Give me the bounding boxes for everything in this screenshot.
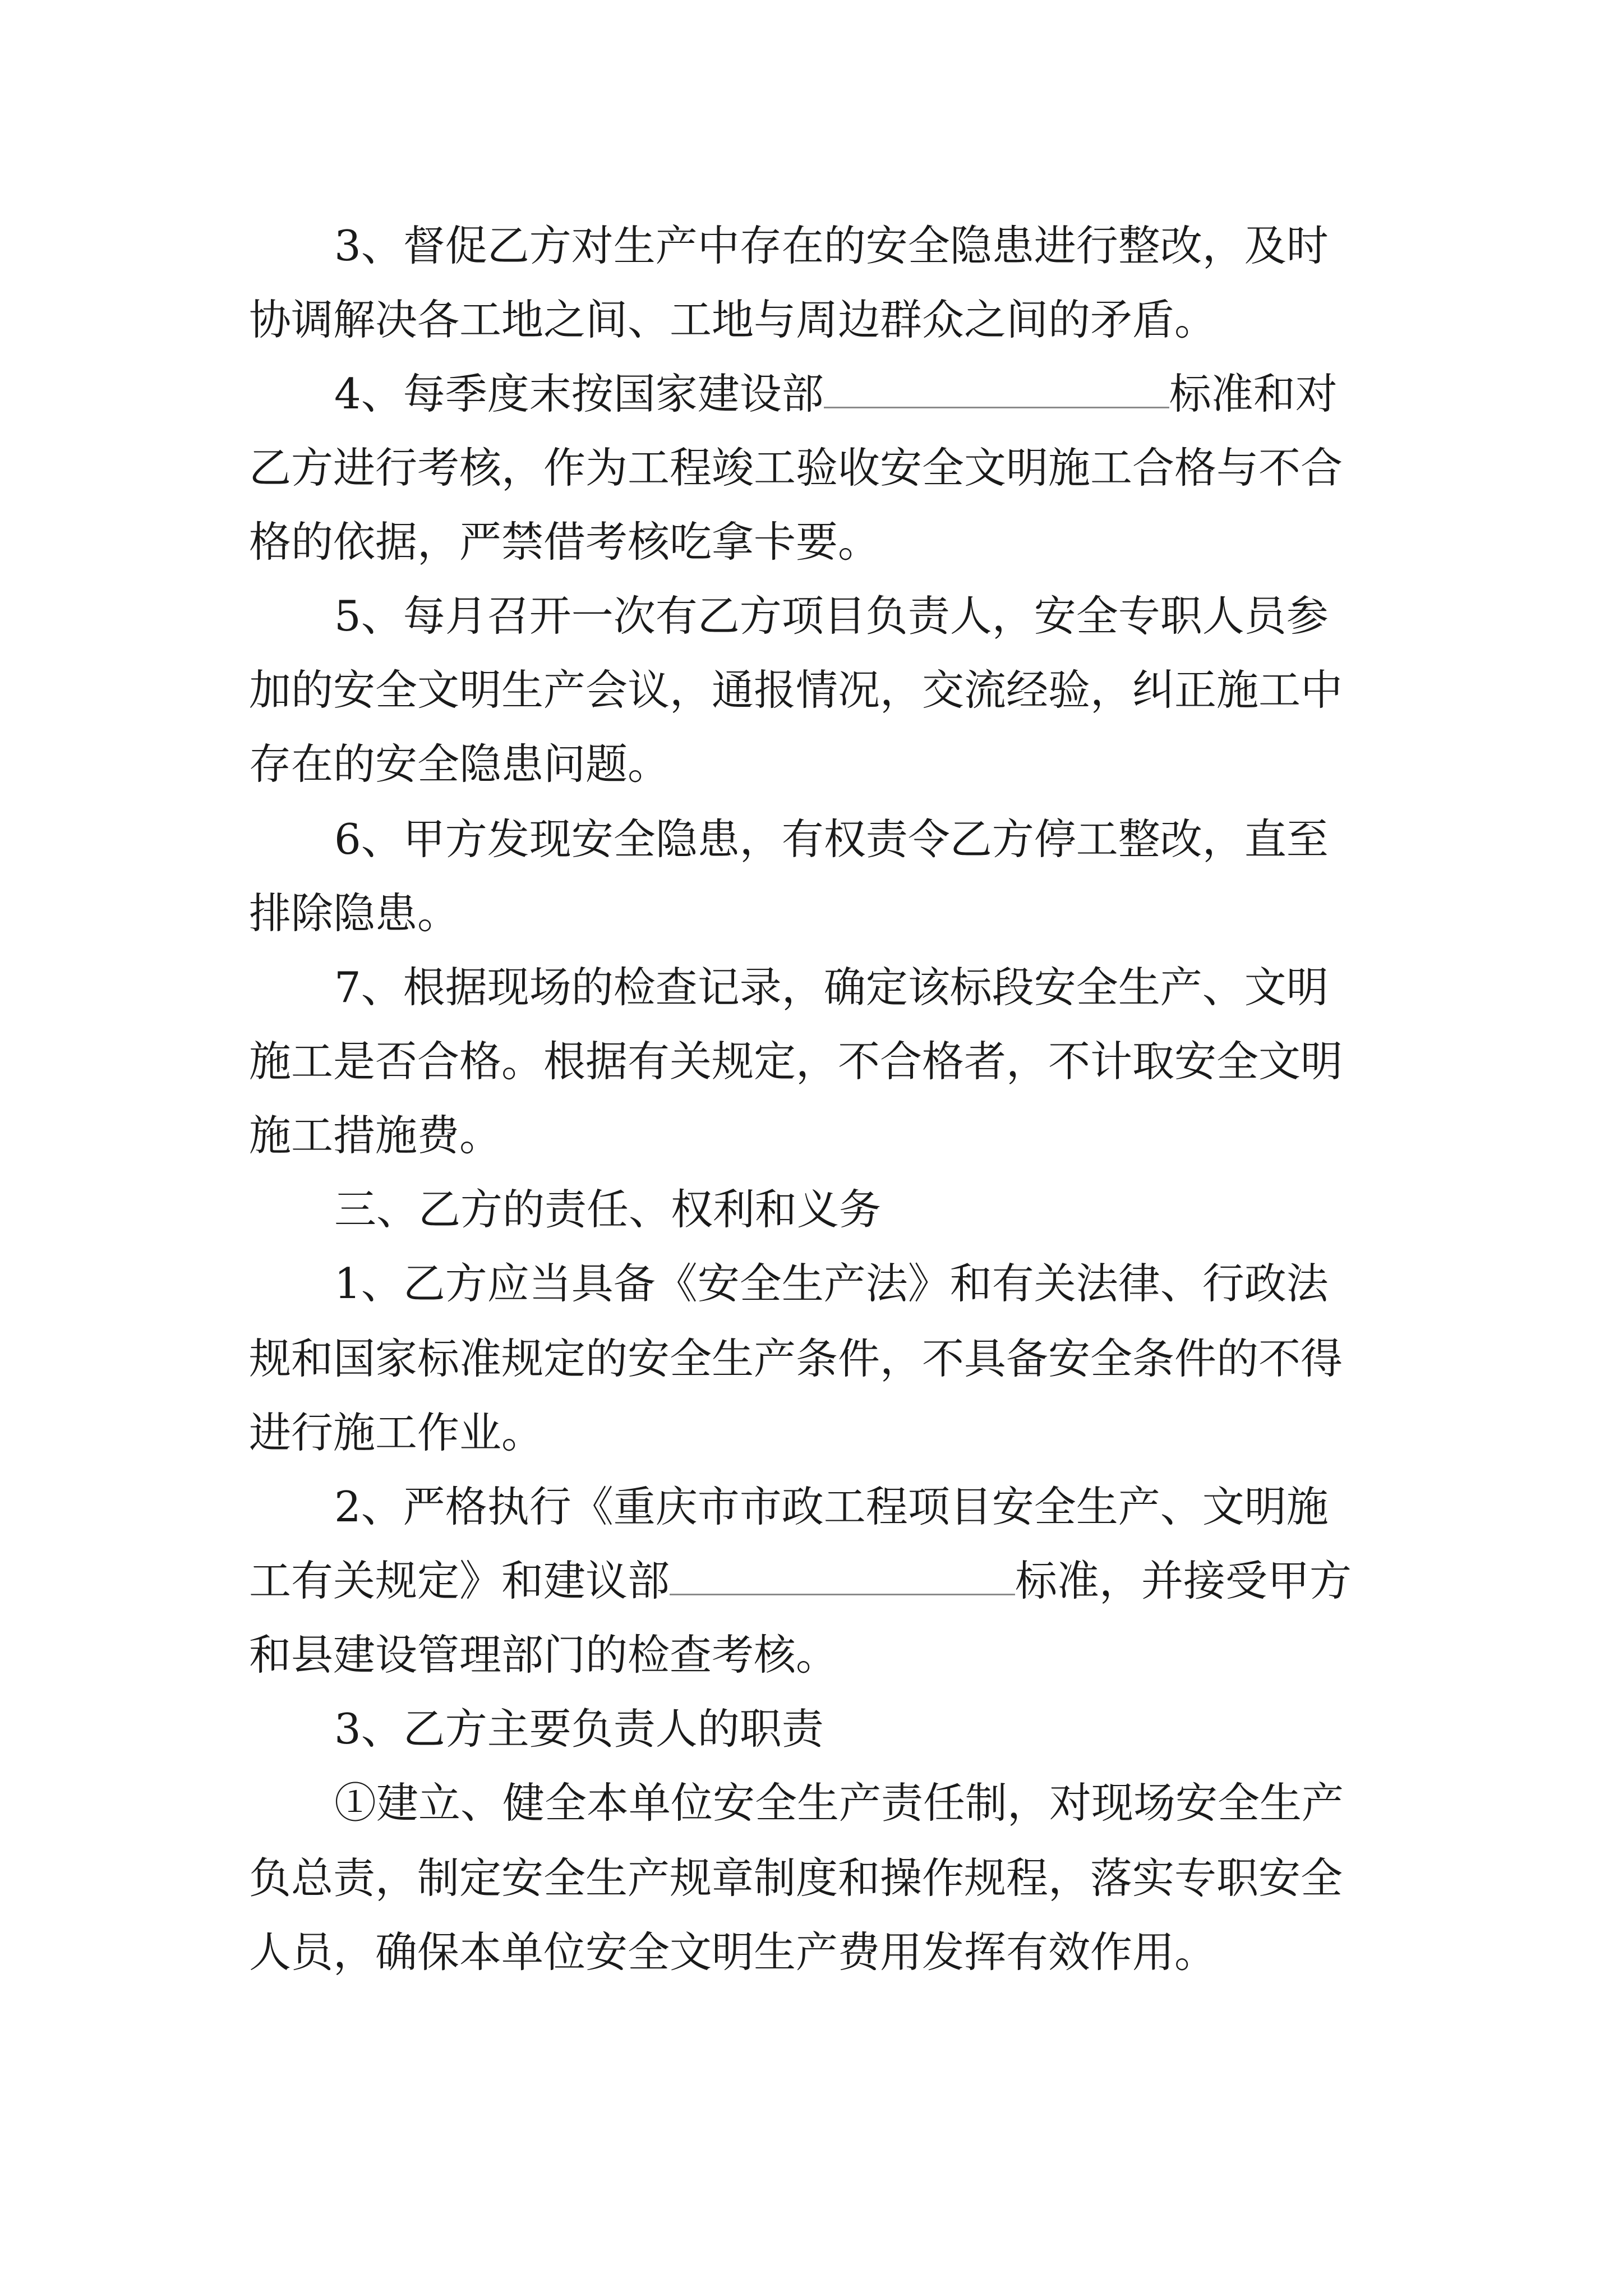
text-line <box>334 1479 1329 1535</box>
line-text: 加的安全文明生产会议，通报情况，交流经验，纠正施工中 <box>249 665 1343 715</box>
text-line <box>334 811 1329 867</box>
line-text: 6、甲方发现安全隐患，有权责令乙方停工整改，直至 <box>334 815 1329 864</box>
text-line <box>249 736 670 792</box>
line-text: 工有关规定》和建议部 <box>249 1556 670 1605</box>
line-text: ①建立、健全本单位安全生产责任制，对现场安全生产 <box>334 1778 1344 1828</box>
line-text: 3、督促乙方对生产中存在的安全隐患进行整改，及时 <box>334 221 1329 270</box>
line-text: 人员，确保本单位安全文明生产费用发挥有效作用。 <box>249 1927 1217 1977</box>
text-line <box>249 1850 1343 1906</box>
text-line <box>249 1033 1343 1089</box>
line-text: 协调解决各工地之间、工地与周边群众之间的矛盾。 <box>249 295 1217 344</box>
text-line <box>249 1405 543 1461</box>
line-text: 和县建设管理部门的检查考核。 <box>249 1630 838 1680</box>
line-text: 排除隐患。 <box>249 889 460 938</box>
line-text: 7、根据现场的检查记录，确定该标段安全生产、文明 <box>334 963 1329 1012</box>
line-text: 3、乙方主要负责人的职责 <box>334 1704 824 1754</box>
text-line <box>249 1553 1352 1609</box>
text-line <box>249 440 1343 496</box>
line-text: 标准，并接受甲方 <box>1015 1556 1352 1605</box>
line-text: 三、乙方的责任、权利和义务 <box>334 1185 882 1234</box>
line-text: 格的依据，严禁借考核吃拿卡要。 <box>249 517 880 567</box>
text-line <box>249 662 1343 718</box>
text-line <box>249 885 459 941</box>
line-text: 负总责，制定安全生产规章制度和操作规程，落实专职安全 <box>249 1853 1343 1903</box>
line-text: 存在的安全隐患问题。 <box>249 739 670 789</box>
text-line <box>249 1107 501 1163</box>
line-text: 乙方进行考核，作为工程竣工验收安全文明施工合格与不合 <box>249 443 1343 493</box>
line-text: 规和国家标准规定的安全生产条件，不具备安全条件的不得 <box>249 1334 1343 1383</box>
text-line <box>334 1775 1344 1831</box>
text-line <box>249 1331 1343 1387</box>
text-line <box>334 218 1329 274</box>
line-text: 4、每季度末按国家建设部 <box>334 369 824 418</box>
fill-in-blank <box>824 370 1169 408</box>
text-line <box>334 366 1338 422</box>
text-line <box>334 1701 824 1757</box>
text-line <box>249 1924 1216 1980</box>
text-line <box>249 514 880 570</box>
text-line <box>249 1627 838 1683</box>
text-line <box>249 292 1216 348</box>
text-line <box>334 588 1329 644</box>
section-heading <box>334 1181 881 1237</box>
text-line <box>334 959 1329 1015</box>
line-text: 标准和对 <box>1169 369 1338 418</box>
line-text: 进行施工作业。 <box>249 1408 544 1457</box>
line-text: 1、乙方应当具备《安全生产法》和有关法律、行政法 <box>334 1259 1329 1308</box>
line-text: 5、每月召开一次有乙方项目负责人，安全专职人员参 <box>334 591 1329 641</box>
line-text: 施工是否合格。根据有关规定，不合格者，不计取安全文明 <box>249 1037 1343 1086</box>
line-text: 施工措施费。 <box>249 1111 502 1160</box>
text-line <box>334 1255 1329 1312</box>
fill-in-blank <box>670 1557 1015 1595</box>
line-text: 2、严格执行《重庆市市政工程项目安全生产、文明施 <box>334 1482 1329 1531</box>
